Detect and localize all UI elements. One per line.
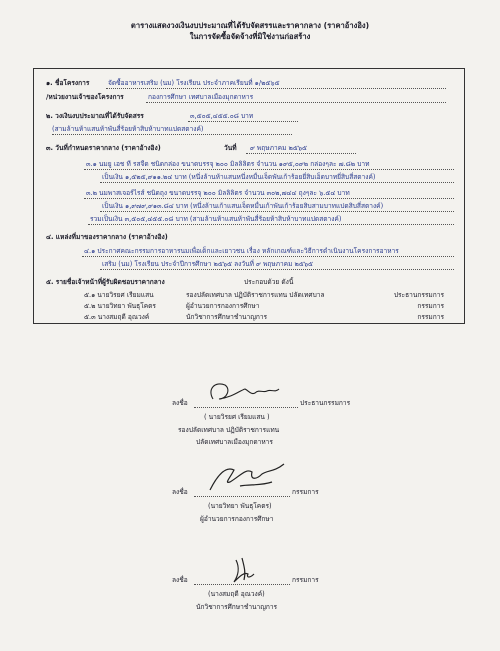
dotted-line bbox=[146, 102, 446, 103]
member-3-name: ๕.๓ นางสมฤดี อุณวงค์ bbox=[84, 313, 150, 321]
date-value: ๙ พฤษภาคม ๒๕๖๕ bbox=[250, 144, 308, 152]
item-1-line-2: เป็นเงิน ๑,๕๒๕,๙๑๑.๒๔ บาท (หนึ่งล้านห้าแสนหนึ่งหมื่นเจ็ดพันเก้าร้อยยี่สิบเอ็ดบาทยี่สิบสี่สตางค์) bbox=[102, 173, 376, 181]
sign-label-2: ลงชื่อ bbox=[172, 488, 188, 496]
handwritten-signature-3 bbox=[222, 554, 262, 588]
item-2-line-2: เป็นเงิน ๑,๙๗๙,๙๑๓.๘๔ บาท (หนึ่งล้านเก้าแสนเจ็ดหมื่นเก้าพันเก้าร้อยสิบสามบาทแปดสิบสี่สตางค์) bbox=[102, 202, 384, 210]
dotted-line bbox=[88, 224, 454, 225]
dotted-line bbox=[194, 407, 298, 408]
member-1-role: ประธานกรรมการ bbox=[393, 291, 444, 299]
item-1-line-1: ๓.๑ นมยู เอช ที รสจืด ชนิดกล่อง ขนาดบรรจุ ๒๐๐ มิลลิลิตร จำนวน ๑๙๕,๐๙๒ กล่องๆละ ๗.๘๒ บาท bbox=[86, 160, 370, 168]
sign-position-2: ผู้อำนวยการกองการศึกษา bbox=[200, 515, 274, 523]
signature-block-3 bbox=[0, 560, 500, 630]
sign-position-3: นักวิชาการศึกษาชำนาญการ bbox=[196, 603, 278, 611]
project-name-label: ๑. ชื่อโครงการ bbox=[46, 79, 90, 87]
reference-date-label: ๓. วันที่กำหนดราคากลาง (ราคาอ้างอิง) bbox=[46, 144, 161, 152]
dotted-line bbox=[246, 153, 356, 154]
date-label: วันที่ bbox=[224, 144, 237, 152]
sign-name-2: (นายวิทยา พันธุโคตร) bbox=[208, 502, 272, 510]
sign-name-1: ( นายวิรยศ เรียมแสน ) bbox=[204, 413, 270, 421]
member-3-position: นักวิชาการศึกษาชำนาญการ bbox=[186, 313, 268, 321]
project-name-value: จัดซื้ออาหารเสริม (นม) โรงเรียน ประจำภาคเรียนที่ ๑/๒๕๖๕ bbox=[108, 79, 280, 87]
sign-label-1: ลงชื่อ bbox=[172, 399, 188, 407]
source-line-1: ๔.๑ ประกาศคณะกรรมการอาหารนมเพื่อเด็กและเยาวชน เรื่อง หลักเกณฑ์และวิธีการดำเนินงานโครงการอาหาร bbox=[84, 247, 399, 255]
handwritten-signature-1 bbox=[205, 377, 285, 407]
dotted-line bbox=[100, 211, 454, 212]
dotted-line bbox=[100, 269, 454, 270]
total-line: รวมเป็นเงิน ๓,๕๐๕,๔๕๕.๐๘ บาท (สามล้านห้าแสนห้าพันสี่ร้อยห้าสิบห้าบาทแปดสตางค์) bbox=[90, 215, 342, 223]
sign-name-3: (นางสมฤดี อุณวงค์) bbox=[208, 590, 265, 598]
member-2-position: ผู้อำนวยการกองการศึกษา bbox=[186, 302, 260, 310]
committee-label: ๕. รายชื่อเจ้าหน้าที่ผู้รับผิดชอบราคากลาง bbox=[46, 278, 165, 286]
source-label: ๔. แหล่งที่มาของราคากลาง (ราคาอ้างอิง) bbox=[46, 233, 168, 241]
details-box bbox=[33, 68, 465, 324]
source-line-2: เสริม (นม) โรงเรียน ประจำปีการศึกษา ๒๕๖๕ ลงวันที่ ๙ พฤษภาคม ๒๕๖๕ bbox=[102, 260, 314, 268]
document-subtitle: ในการจัดซื้อจัดจ้างที่มิใช่งานก่อสร้าง bbox=[189, 32, 311, 41]
budget-value: ๓,๕๐๕,๔๕๕.๐๘ บาท bbox=[190, 112, 254, 120]
member-2-name: ๕.๒ นายวิทยา พันธุโคตร bbox=[84, 302, 156, 310]
agency-value: กองการศึกษา เทศบาลเมืองมุกดาหาร bbox=[148, 93, 254, 101]
agency-label: /หน่วยงานเจ้าของโครงการ bbox=[46, 93, 124, 101]
budget-label: ๒. วงเงินงบประมาณที่ได้รับจัดสรร bbox=[46, 112, 144, 120]
dotted-line bbox=[84, 169, 454, 170]
sign-position-1a: รองปลัดเทศบาล ปฏิบัติราชการแทน bbox=[178, 426, 280, 434]
member-1-position: รองปลัดเทศบาล ปฏิบัติราชการแทน ปลัดเทศบาล bbox=[186, 291, 325, 299]
sign-position-1b: ปลัดเทศบาลเมืองมุกดาหาร bbox=[196, 438, 273, 446]
signature-block-2 bbox=[0, 470, 500, 540]
sign-label-3: ลงชื่อ bbox=[172, 576, 188, 584]
dotted-line bbox=[52, 134, 292, 135]
committee-suffix: ประกอบด้วย ดังนี้ bbox=[244, 278, 294, 286]
dotted-line bbox=[194, 496, 290, 497]
sign-role-2: กรรมการ bbox=[292, 488, 319, 496]
dotted-line bbox=[82, 256, 454, 257]
item-2-line-1: ๓.๒ นมพาสเจอร์ไรส์ ชนิดถุง ขนาดบรรจุ ๒๐๐ มิลลิลิตร จำนวน ๓๐๒,๗๔๔ ถุงๆละ ๖.๕๔ บาท bbox=[86, 189, 350, 197]
member-1-name: ๕.๑ นายวิรยศ เรียมแสน bbox=[84, 291, 154, 299]
budget-words: (สามล้านห้าแสนห้าพันสี่ร้อยห้าสิบห้าบาทแปดสตางค์) bbox=[52, 125, 204, 133]
member-2-role: กรรมการ bbox=[417, 302, 444, 310]
dotted-line bbox=[100, 182, 454, 183]
member-3-role: กรรมการ bbox=[417, 313, 444, 321]
handwritten-signature-2 bbox=[200, 456, 295, 496]
dotted-line bbox=[188, 121, 298, 122]
dotted-line bbox=[84, 198, 454, 199]
sign-role-3: กรรมการ bbox=[292, 576, 319, 584]
sign-role-1: ประธานกรรมการ bbox=[300, 399, 351, 407]
dotted-line bbox=[106, 88, 446, 89]
document-title: ตารางแสดงวงเงินงบประมาณที่ได้รับจัดสรรและราคากลาง (ราคาอ้างอิง) bbox=[130, 21, 370, 30]
